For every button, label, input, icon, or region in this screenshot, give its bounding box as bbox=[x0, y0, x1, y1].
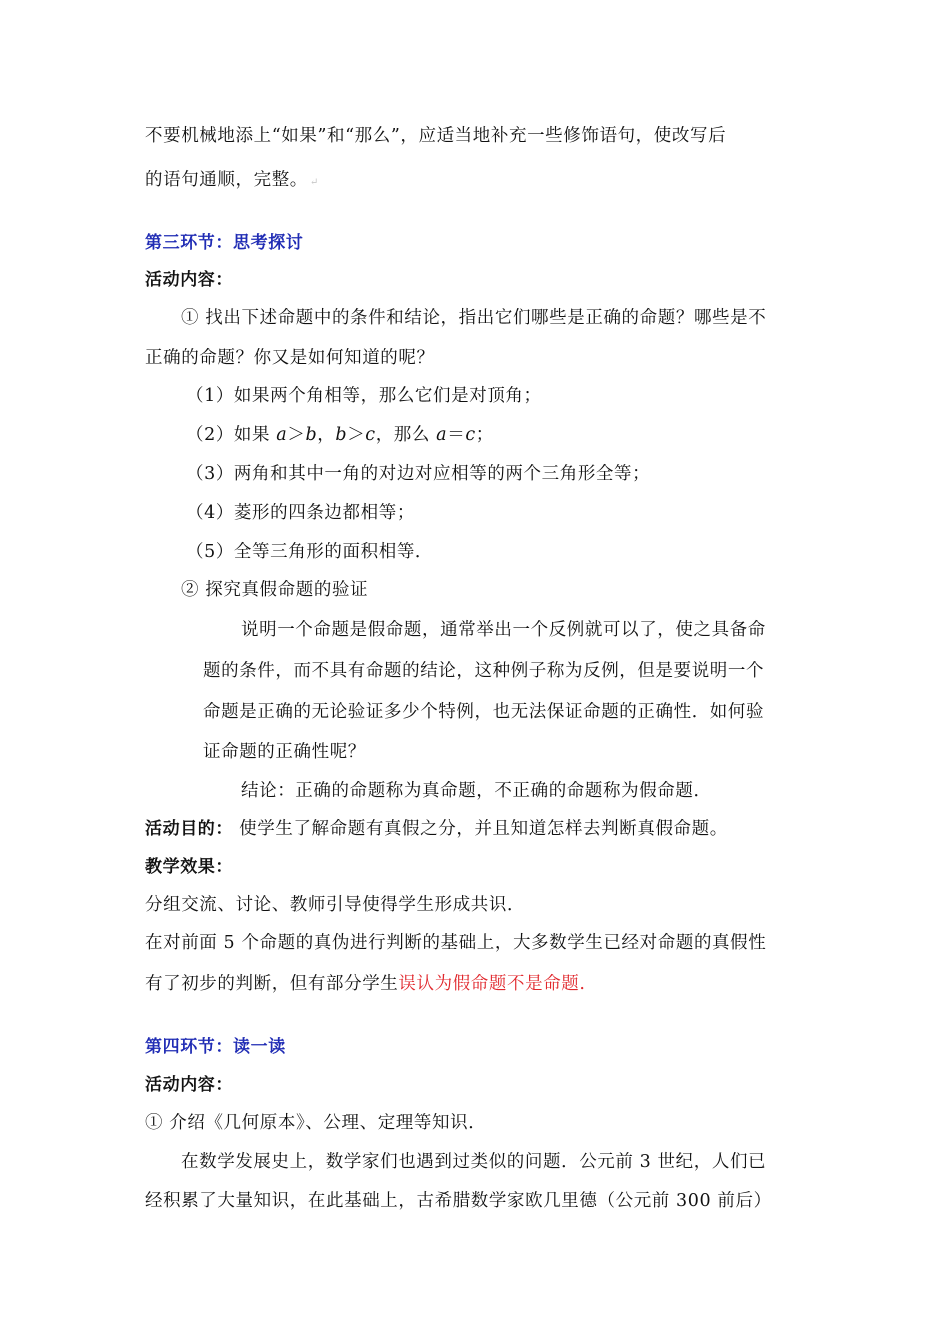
text: ② 探究真假命题的验证 bbox=[181, 580, 369, 600]
text: （3）两角和其中一角的对边对应相等的两个三角形全等； bbox=[186, 464, 651, 484]
activity-purpose bbox=[145, 817, 728, 841]
effect-line bbox=[145, 931, 766, 955]
paragraph-mark: ↵ bbox=[309, 177, 319, 188]
label-text: 教学效果： bbox=[145, 857, 233, 877]
explanation-line bbox=[203, 659, 764, 683]
proposition-4 bbox=[186, 501, 415, 525]
proposition-5 bbox=[186, 540, 433, 564]
separator: ， bbox=[317, 425, 336, 445]
variable-c: c bbox=[465, 425, 476, 445]
greater-than: ＞ bbox=[347, 425, 366, 445]
text: 题的条件，而不具有命题的结论，这种例子称为反例，但是要说明一个 bbox=[203, 661, 765, 681]
proposition-3 bbox=[186, 462, 650, 486]
text: （5）全等三角形的面积相等． bbox=[186, 542, 434, 562]
text: （4）菱形的四条边都相等； bbox=[186, 503, 415, 523]
variable-b: b bbox=[335, 425, 348, 445]
variable-c: c bbox=[365, 425, 376, 445]
purpose-text: 使学生了解命题有真假之分，并且知道怎样去判断真假命题。 bbox=[233, 819, 728, 839]
text: 命题是正确的无论验证多少个特例，也无法保证命题的正确性．如何验 bbox=[203, 702, 765, 722]
text: 分组交流、讨论、教师引导使得学生形成共识． bbox=[145, 895, 526, 915]
question-line bbox=[145, 346, 435, 370]
question-line bbox=[181, 306, 766, 330]
section-heading bbox=[145, 231, 303, 255]
text: 说明一个命题是假命题，通常举出一个反例就可以了，使之具备命 bbox=[241, 620, 766, 640]
explanation-line bbox=[203, 740, 366, 764]
activity-content-label bbox=[145, 1073, 233, 1097]
subtopic-line bbox=[181, 578, 368, 602]
body-line bbox=[145, 1189, 772, 1213]
text: ，那么 bbox=[375, 425, 437, 445]
text: 有了初步的判断，但有部分学生 bbox=[145, 974, 399, 994]
text: （2）如果 bbox=[186, 425, 277, 445]
text: 不要机械地添上“如果”和“那么”，应适当地补充一些修饰语句，使改写后 bbox=[145, 126, 727, 146]
label-text: 活动内容： bbox=[145, 270, 233, 290]
variable-a: a bbox=[276, 425, 288, 445]
section-heading bbox=[145, 1035, 286, 1059]
proposition-2 bbox=[186, 423, 494, 447]
paragraph-line bbox=[145, 168, 318, 195]
activity-content-label bbox=[145, 268, 233, 292]
text: 在数学发展史上，数学家们也遇到过类似的问题．公元前 3 世纪，人们已 bbox=[181, 1152, 767, 1172]
equals: ＝ bbox=[447, 425, 466, 445]
text: 结论：正确的命题称为真命题，不正确的命题称为假命题． bbox=[241, 781, 712, 801]
explanation-line bbox=[203, 700, 764, 724]
highlighted-text: 误认为假命题不是命题. bbox=[398, 974, 586, 994]
purpose-label: 活动目的： bbox=[145, 819, 233, 839]
body-line bbox=[181, 1150, 766, 1174]
effect-line bbox=[145, 893, 525, 917]
text: 在对前面 5 个命题的真伪进行判断的基础上，大多数学生已经对命题的真假性 bbox=[145, 933, 767, 953]
explanation-line bbox=[241, 618, 766, 642]
variable-b: b bbox=[305, 425, 318, 445]
text: 正确的命题？你又是如何知道的呢？ bbox=[145, 348, 435, 368]
effect-line bbox=[145, 972, 586, 996]
text: （1）如果两个角相等，那么它们是对顶角； bbox=[186, 386, 542, 406]
text: 的语句通顺，完整。 bbox=[145, 170, 308, 190]
text: 经积累了大量知识，在此基础上，古希腊数学家欧几里德（公元前 300 前后） bbox=[145, 1191, 772, 1211]
text: 证命题的正确性呢？ bbox=[203, 742, 366, 762]
paragraph-line bbox=[145, 124, 726, 148]
conclusion-line bbox=[241, 779, 712, 803]
text: ； bbox=[475, 425, 494, 445]
heading-text: 第三环节：思考探讨 bbox=[145, 233, 304, 253]
text: ① 介绍《几何原本》、公理、定理等知识． bbox=[145, 1113, 487, 1133]
text: ① 找出下述命题中的条件和结论，指出它们哪些是正确的命题？哪些是不 bbox=[181, 308, 767, 328]
label-text: 活动内容： bbox=[145, 1075, 233, 1095]
heading-text: 第四环节：读一读 bbox=[145, 1037, 286, 1057]
proposition-1 bbox=[186, 384, 542, 408]
variable-a: a bbox=[436, 425, 448, 445]
greater-than: ＞ bbox=[287, 425, 306, 445]
introduction-line bbox=[145, 1111, 486, 1135]
teaching-effect-label bbox=[145, 855, 233, 879]
